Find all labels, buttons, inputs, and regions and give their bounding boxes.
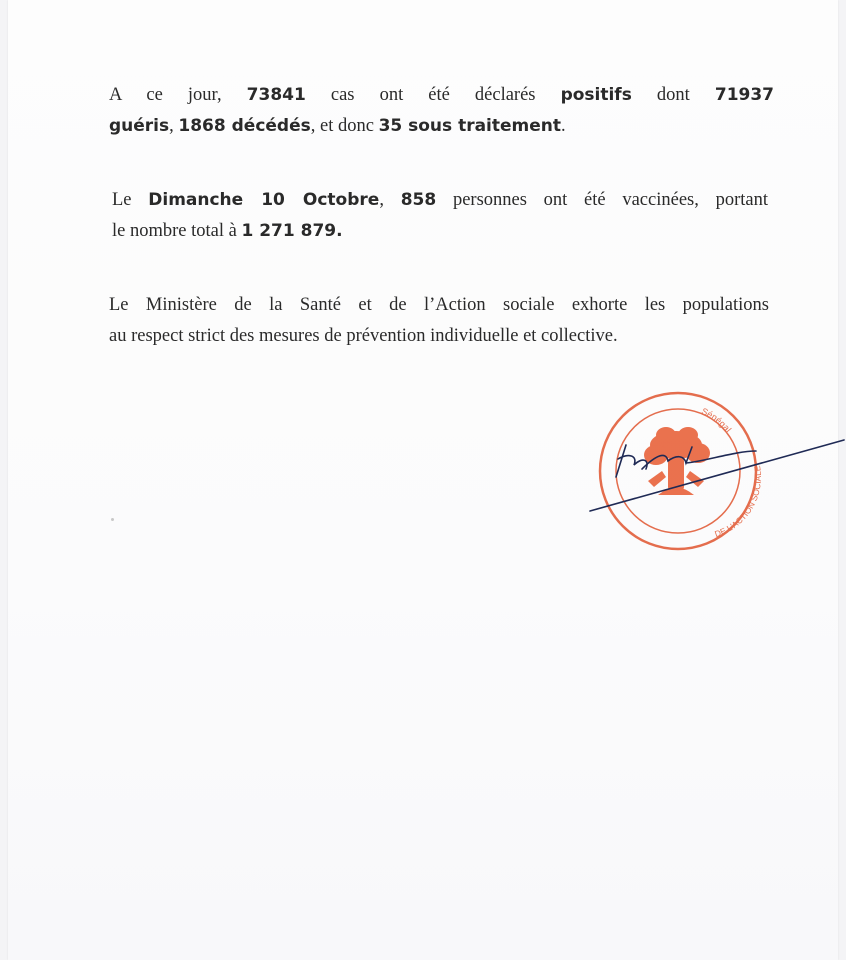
text-comma: , [169,116,179,136]
text-dont: dont [631,85,715,105]
svg-text:DE L'ACTION SOCIALE: DE L'ACTION SOCIALE [713,465,764,540]
stamp-seal [600,393,763,549]
total-vaccinated: 1 271 879. [241,221,343,241]
under-treatment-count: 35 sous traitement [378,116,562,136]
text-comma-2: , [379,190,401,210]
svg-text:Sénégal: Sénégal [699,405,734,435]
paragraph-vaccination-line1 [112,185,768,216]
gueris-label: guéris [109,116,170,136]
text-personnes-vaccinees: personnes ont été vaccinées, portant [436,190,768,210]
recovered-count: 71937 [714,85,775,105]
speck [111,518,114,521]
official-stamp-with-signature [586,385,846,560]
text-et-donc: , et donc [310,116,379,136]
paragraph-vaccination [112,185,768,247]
paragraph-vaccination-line2 [112,221,343,241]
paragraph-cases-line1 [109,80,774,111]
text-a-ce-jour: A ce jour, [109,85,247,105]
text-nombre-total: le nombre total à [112,221,242,241]
text-cas-declares: cas ont été déclarés [305,85,561,105]
paragraph-ministry-line2: au respect strict des mesures de prévention individuelle et collective. [109,326,618,346]
deaths-count: 1868 décédés [178,116,311,136]
paragraph-cases [109,80,774,142]
paragraph-ministry [109,290,769,352]
positifs-label: positifs [560,85,632,105]
signature [590,440,844,511]
vaccinated-count: 858 [400,190,437,210]
paragraph-ministry-line1: Le Ministère de la Santé et de l’Action sociale exhorte les populations [109,295,769,315]
text-le: Le [112,190,149,210]
cases-count: 73841 [246,85,306,105]
vaccination-date: Dimanche 10 Octobre [148,190,380,210]
paragraph-cases-line2 [109,116,566,136]
text-period: . [561,116,566,136]
